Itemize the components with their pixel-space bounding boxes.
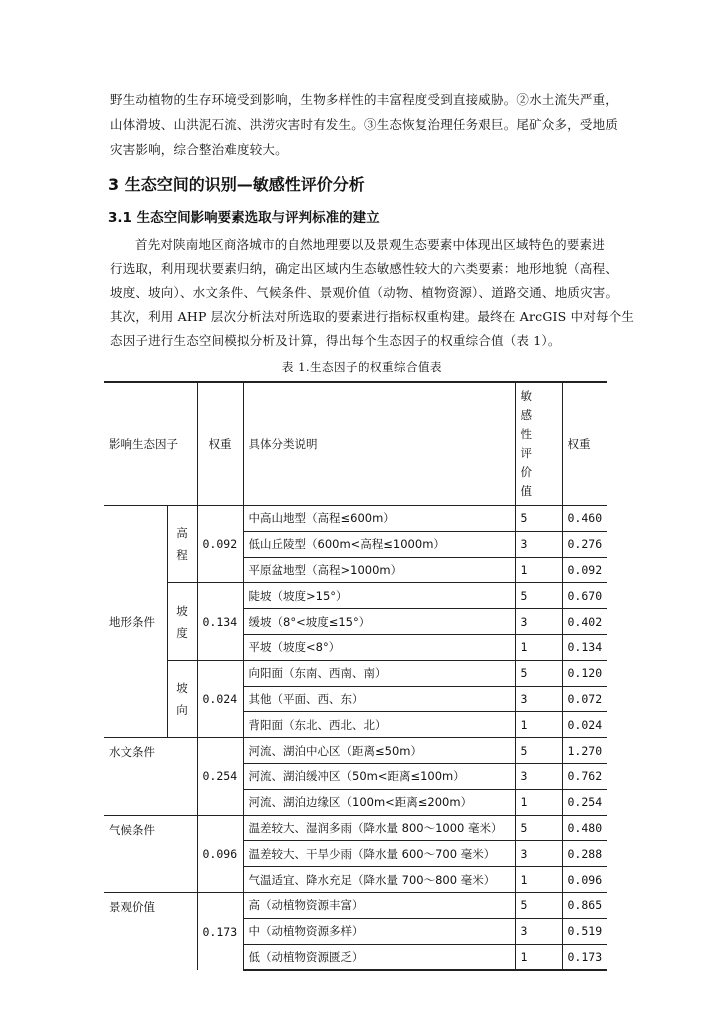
weight-climate: 0.096	[197, 815, 243, 892]
value-cell: 3	[515, 841, 562, 867]
score-cell: 0.072	[562, 686, 607, 712]
table-row	[104, 815, 607, 841]
desc-cell: 气温适宜、降水充足（降水量 700～800 毫米）	[243, 867, 515, 893]
score-cell: 0.288	[562, 841, 607, 867]
desc-cell: 平原盆地型（高程>1000m）	[243, 557, 515, 583]
desc-cell: 平坡（坡度<8°）	[243, 634, 515, 660]
score-cell: 0.519	[562, 918, 607, 944]
value-cell: 5	[515, 738, 562, 764]
score-cell: 0.460	[562, 506, 607, 532]
body-line-3: 坡度、坡向）、水文条件、气候条件、景观价值（动物、植物资源）、道路交通、地质灾害。	[110, 285, 619, 300]
table-body	[104, 506, 607, 971]
score-cell: 0.762	[562, 763, 607, 789]
header-sensitivity: 敏感性评价值	[515, 382, 562, 506]
value-cell: 3	[515, 531, 562, 557]
desc-cell: 高（动植物资源丰富）	[243, 892, 515, 918]
header-weight: 权重	[197, 382, 243, 506]
subfactor-slope: 坡度	[167, 583, 197, 660]
table-row	[104, 506, 607, 532]
desc-cell: 河流、湖泊中心区（距离≤50m）	[243, 738, 515, 764]
value-cell: 5	[515, 506, 562, 532]
score-cell: 0.134	[562, 634, 607, 660]
value-cell: 5	[515, 660, 562, 686]
intro-line-2: 山体滑坡、山洪泥石流、洪涝灾害时有发生。③生态恢复治理任务艰巨。尾矿众多，受地质	[110, 117, 619, 132]
score-cell: 0.865	[562, 892, 607, 918]
value-cell: 3	[515, 763, 562, 789]
subsection-title: 3.1 生态空间影响要素选取与评判标准的建立	[108, 210, 380, 226]
score-cell: 0.402	[562, 609, 607, 635]
table-row	[104, 892, 607, 918]
value-cell: 5	[515, 583, 562, 609]
factor-terrain: 地形条件	[104, 506, 167, 738]
table-row	[104, 583, 607, 609]
body-line-1: 首先对陕南地区商洛城市的自然地理要以及景观生态要素中体现出区域特色的要素进	[135, 237, 605, 252]
body-line-2: 行选取，利用现状要素归纳，确定出区域内生态敏感性较大的六类要素：地形地貌（高程、	[110, 261, 619, 276]
value-cell: 5	[515, 892, 562, 918]
desc-cell: 河流、湖泊边缘区（100m<距离≤200m）	[243, 789, 515, 815]
score-cell: 0.024	[562, 712, 607, 738]
desc-cell: 陡坡（坡度>15°）	[243, 583, 515, 609]
score-cell: 0.092	[562, 557, 607, 583]
intro-line-3: 灾害影响，综合整治难度较大。	[110, 142, 288, 157]
desc-cell: 其他（平面、西、东）	[243, 686, 515, 712]
score-cell: 0.120	[562, 660, 607, 686]
value-cell: 3	[515, 918, 562, 944]
weight-slope: 0.134	[197, 583, 243, 660]
value-cell: 1	[515, 557, 562, 583]
table-header	[104, 382, 607, 506]
value-cell: 5	[515, 815, 562, 841]
score-cell: 0.173	[562, 944, 607, 970]
header-desc: 具体分类说明	[243, 382, 515, 506]
desc-cell: 缓坡（8°<坡度≤15°）	[243, 609, 515, 635]
weight-elevation: 0.092	[197, 506, 243, 583]
value-cell: 1	[515, 634, 562, 660]
desc-cell: 温差较大、湿润多雨（降水量 800～1000 毫米）	[243, 815, 515, 841]
score-cell: 0.096	[562, 867, 607, 893]
header-factor: 影响生态因子	[104, 382, 197, 506]
subfactor-elevation: 高程	[167, 506, 197, 583]
desc-cell: 低（动植物资源匮乏）	[243, 944, 515, 970]
value-cell: 1	[515, 712, 562, 738]
desc-cell: 温差较大、干旱少雨（降水量 600～700 毫米）	[243, 841, 515, 867]
body-line-4: 其次，利用 AHP 层次分析法对所选取的要素进行指标权重构建。最终在 ArcGIS 中对每个生	[110, 309, 635, 324]
desc-cell: 中（动植物资源多样）	[243, 918, 515, 944]
score-cell: 0.276	[562, 531, 607, 557]
weight-aspect: 0.024	[197, 660, 243, 737]
factor-hydrology: 水文条件	[104, 738, 197, 815]
score-cell: 0.480	[562, 815, 607, 841]
desc-cell: 低山丘陵型（600m<高程≤1000m）	[243, 531, 515, 557]
table-row	[104, 738, 607, 764]
score-cell: 1.270	[562, 738, 607, 764]
desc-cell: 中高山地型（高程≤600m）	[243, 506, 515, 532]
table-caption: 表 1.生态因子的权重综合值表	[281, 360, 443, 374]
header-score: 权重	[562, 382, 607, 506]
weight-hydrology: 0.254	[197, 738, 243, 815]
factor-landscape: 景观价值	[109, 899, 155, 914]
table-row	[104, 660, 607, 686]
value-cell: 3	[515, 609, 562, 635]
score-cell: 0.254	[562, 789, 607, 815]
weight-table	[104, 381, 607, 971]
value-cell: 1	[515, 944, 562, 970]
value-cell: 3	[515, 686, 562, 712]
subfactor-aspect: 坡向	[167, 660, 197, 737]
score-cell: 0.670	[562, 583, 607, 609]
body-line-5: 态因子进行生态空间模拟分析及计算，得出每个生态因子的权重综合值（表 1）。	[110, 333, 561, 348]
section-title: 3 生态空间的识别—敏感性评价分析	[108, 175, 365, 194]
desc-cell: 向阳面（东南、西南、南）	[243, 660, 515, 686]
value-cell: 1	[515, 789, 562, 815]
factor-climate: 气候条件	[104, 815, 197, 892]
value-cell: 1	[515, 867, 562, 893]
intro-line-1: 野生动植物的生存环境受到影响，生物多样性的丰富程度受到直接威胁。②水土流失严重，	[110, 92, 619, 107]
desc-cell: 背阳面（东北、西北、北）	[243, 712, 515, 738]
weight-landscape: 0.173	[197, 892, 243, 970]
desc-cell: 河流、湖泊缓冲区（50m<距离≤100m）	[243, 763, 515, 789]
